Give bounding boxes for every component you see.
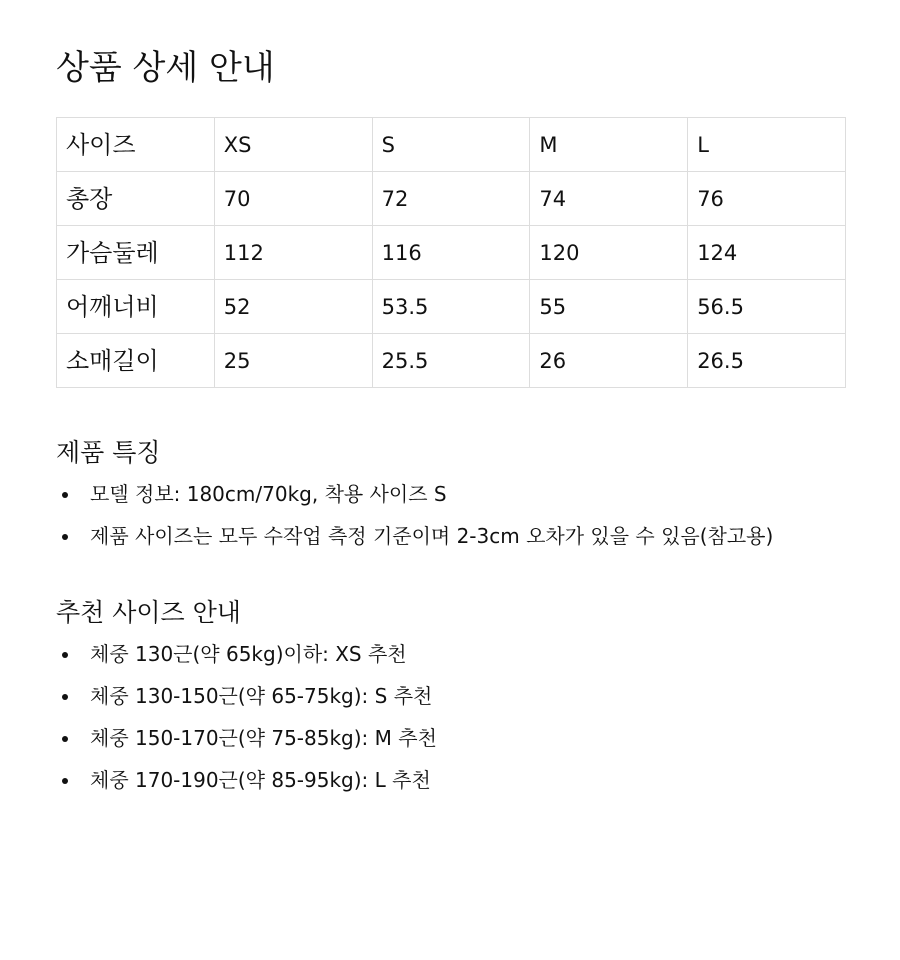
list-item-text: 체중 170-190근(약 85-95kg): L 추천 <box>90 768 431 792</box>
size-table-cell: 74 <box>530 172 688 226</box>
recommendation-heading: 추천 사이즈 안내 <box>56 598 241 627</box>
list-item <box>56 633 437 675</box>
bullet-icon <box>62 652 68 658</box>
list-item <box>56 717 437 759</box>
size-table-cell: 어깨너비 <box>57 280 215 334</box>
size-table <box>56 117 846 388</box>
size-table-cell: 120 <box>530 226 688 280</box>
size-table-row <box>57 280 846 334</box>
bullet-icon <box>62 778 68 784</box>
size-table-cell: M <box>530 118 688 172</box>
list-item-text: 체중 130-150근(약 65-75kg): S 추천 <box>90 684 433 708</box>
page-title: 상품 상세 안내 <box>56 48 275 88</box>
bullet-icon <box>62 694 68 700</box>
size-table-cell: XS <box>214 118 372 172</box>
list-item-text: 체중 150-170근(약 75-85kg): M 추천 <box>90 726 437 750</box>
size-table-cell: 가슴둘레 <box>57 226 215 280</box>
size-table-cell: 76 <box>688 172 846 226</box>
size-table-cell: 소매길이 <box>57 334 215 388</box>
size-table-cell: L <box>688 118 846 172</box>
size-table-header-row <box>57 118 846 172</box>
size-table-row <box>57 172 846 226</box>
size-table-cell: 52 <box>214 280 372 334</box>
size-table-cell: 124 <box>688 226 846 280</box>
size-table-cell: 112 <box>214 226 372 280</box>
bullet-icon <box>62 736 68 742</box>
size-table-cell: 55 <box>530 280 688 334</box>
size-table-cell: 25 <box>214 334 372 388</box>
recommendation-list <box>56 633 437 801</box>
bullet-icon <box>62 492 68 498</box>
size-table-cell: 총장 <box>57 172 215 226</box>
size-table-cell: 사이즈 <box>57 118 215 172</box>
size-table-cell: 70 <box>214 172 372 226</box>
list-item-text: 체중 130근(약 65kg)이하: XS 추천 <box>90 642 407 666</box>
size-table-row <box>57 226 846 280</box>
size-table-cell: 56.5 <box>688 280 846 334</box>
size-table-cell: 26.5 <box>688 334 846 388</box>
list-item-text: 모델 정보: 180cm/70kg, 착용 사이즈 S <box>90 482 447 506</box>
size-table-cell: 72 <box>372 172 530 226</box>
size-table-cell: 25.5 <box>372 334 530 388</box>
list-item-text: 제품 사이즈는 모두 수작업 측정 기준이며 2-3cm 오차가 있을 수 있음(참고용) <box>90 524 774 548</box>
size-table-cell: 53.5 <box>372 280 530 334</box>
features-heading: 제품 특징 <box>56 438 161 467</box>
list-item <box>56 759 437 801</box>
size-table-cell: S <box>372 118 530 172</box>
size-table-cell: 116 <box>372 226 530 280</box>
size-table-cell: 26 <box>530 334 688 388</box>
list-item <box>56 473 773 515</box>
bullet-icon <box>62 534 68 540</box>
list-item <box>56 515 773 557</box>
size-table-row <box>57 334 846 388</box>
features-list <box>56 473 773 557</box>
list-item <box>56 675 437 717</box>
